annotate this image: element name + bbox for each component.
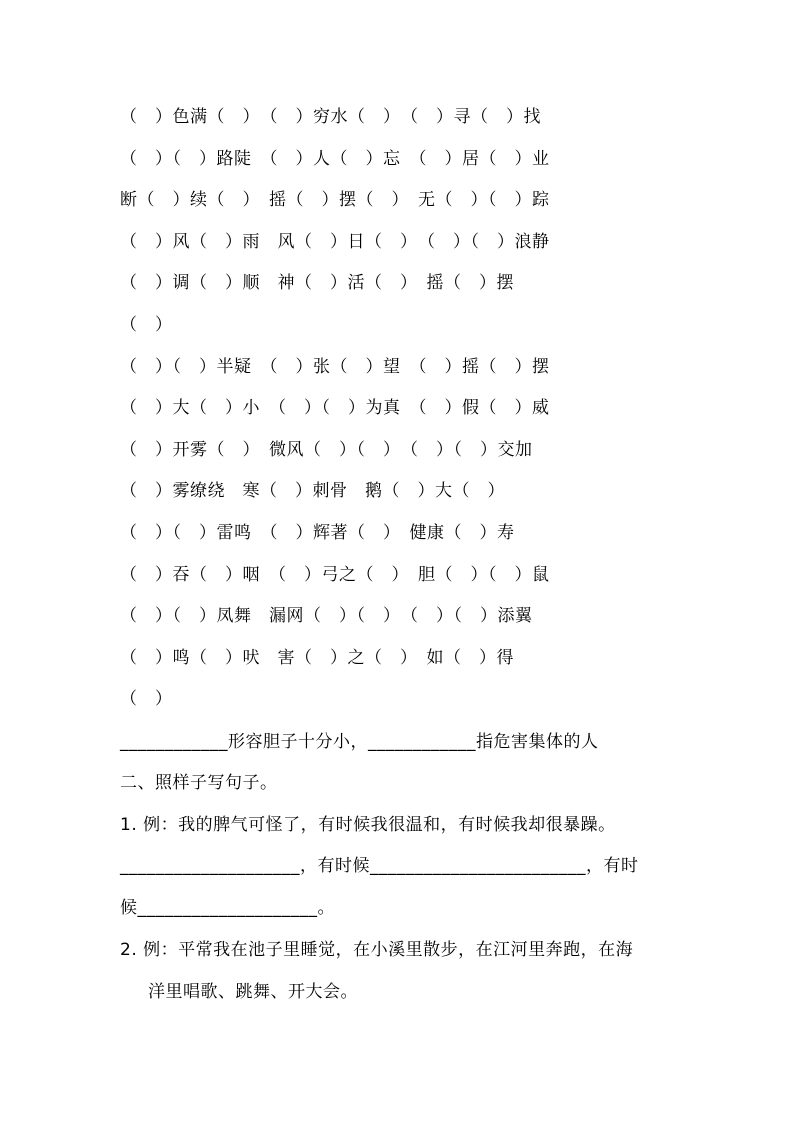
example-1-line: 1. 例：我的脾气可怪了，有时候我很温和，有时候我却很暴躁。: [120, 815, 616, 835]
example-2-line: 2. 例：平常我在池子里睡觉，在小溪里散步，在江河里奔跑，在海: [120, 940, 634, 960]
idiom-row: （ ）风（ ）雨 风（ ）日（ ） （ ）（ ）浪静: [120, 232, 550, 252]
example-1-blank-line: 候____________________。: [120, 898, 335, 918]
idiom-row: （ ）（ ）凤舞 漏网（ ）（ ） （ ）（ ）添翼: [120, 606, 533, 626]
section-two-heading: 二、照样子写句子。: [120, 773, 278, 793]
example-1-blank-line: ____________________，有时候________________________，有时: [120, 856, 639, 876]
idiom-row: （ ）: [120, 689, 173, 709]
idiom-row: （ ）色满（ ） （ ）穷水（ ） （ ）寻（ ）找: [120, 107, 541, 127]
idiom-row: （ ）雾缭绕 寒（ ）刺骨 鹅（ ）大（ ）: [120, 481, 505, 501]
example-2-line: 洋里唱歌、跳舞、开大会。: [148, 982, 358, 1002]
idiom-row: （ ）大（ ）小 （ ）（ ）为真 （ ）假（ ）威: [120, 398, 550, 418]
idiom-row: （ ）鸣（ ）吠 害（ ）之（ ） 如（ ）得: [120, 648, 514, 668]
idiom-row: （ ）开雾（ ） 微风（ ）（ ） （ ）（ ）交加: [120, 440, 533, 460]
fill-blank-line: ____________形容胆子十分小，____________指危害集体的人: [120, 732, 599, 752]
idiom-row: （ ）（ ）雷鸣 （ ）辉著（ ） 健康（ ）寿: [120, 523, 515, 543]
idiom-row: （ ）（ ）半疑 （ ）张（ ）望 （ ）摇（ ）摆: [120, 357, 550, 377]
idiom-row: （ ）调（ ）顺 神（ ）活（ ） 摇（ ）摆: [120, 273, 514, 293]
idiom-row: （ ）吞（ ）咽 （ ）弓之（ ） 胆（ ）（ ）鼠: [120, 565, 550, 585]
idiom-row: （ ）（ ）路陡 （ ）人（ ）忘 （ ）居（ ）业: [120, 149, 550, 169]
idiom-row: 断（ ）续（ ） 摇（ ）摆（ ） 无（ ）（ ）踪: [120, 190, 550, 210]
idiom-row: （ ）: [120, 315, 173, 335]
